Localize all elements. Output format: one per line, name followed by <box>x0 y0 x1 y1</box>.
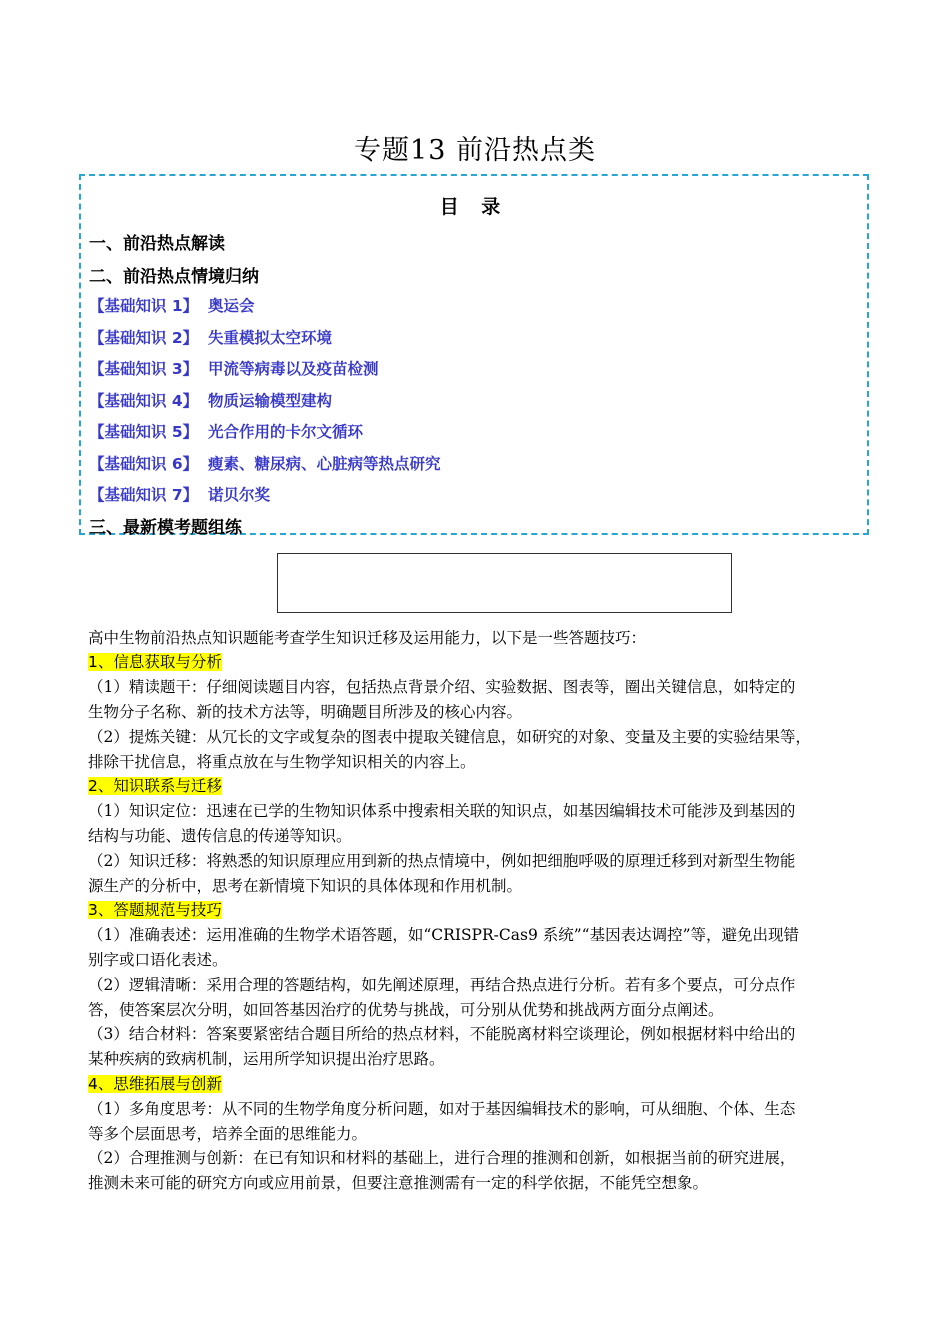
toc-section-1[interactable]: 一、前沿热点解读 <box>89 234 225 254</box>
paragraph-line: （1）多角度思考：从不同的生物学角度分析问题，如对于基因编辑技术的影响，可从细胞、个体、生态 <box>88 1100 796 1118</box>
toc-item-tag: 【基础知识 3】 <box>89 360 199 378</box>
toc-item-tag: 【基础知识 5】 <box>89 423 199 441</box>
paragraph-line: 源生产的分析中，思考在新情境下知识的具体体现和作用机制。 <box>88 877 523 895</box>
section-heading <box>88 774 222 796</box>
intro-paragraph: 高中生物前沿热点知识题能考查学生知识迁移及运用能力，以下是一些答题技巧： <box>88 629 647 647</box>
toc-item-3[interactable] <box>89 357 379 379</box>
section-heading <box>88 898 222 920</box>
paragraph-line: 推测未来可能的研究方向或应用前景，但要注意推测需有一定的科学依据，不能凭空想象。 <box>88 1174 709 1192</box>
paragraph-line: 等多个层面思考，培养全面的思维能力。 <box>88 1125 368 1143</box>
section-heading <box>88 1072 222 1094</box>
toc-item-tag: 【基础知识 2】 <box>89 329 199 347</box>
paragraph-line: 生物分子名称、新的技术方法等，明确题目所涉及的核心内容。 <box>88 703 523 721</box>
section-heading <box>88 650 222 672</box>
toc-item-label: 光合作用的卡尔文循环 <box>208 423 364 441</box>
paragraph-line: （2）知识迁移：将熟悉的知识原理应用到新的热点情境中，例如把细胞呼吸的原理迁移到对新型生物能 <box>88 852 796 870</box>
toc-item-label: 瘦素、糖尿病、心脏病等热点研究 <box>208 455 441 473</box>
toc-item-label: 诺贝尔奖 <box>208 486 271 504</box>
toc-item-2[interactable] <box>89 326 332 348</box>
toc-item-tag: 【基础知识 6】 <box>89 455 199 473</box>
table-of-contents <box>79 174 869 538</box>
paragraph-line: （3）结合材料：答案要紧密结合题目所给的热点材料，不能脱离材料空谈理论，例如根据材料中给出的 <box>88 1025 796 1043</box>
toc-item-1[interactable] <box>89 294 255 316</box>
paragraph-line: （2）合理推测与创新：在已有知识和材料的基础上，进行合理的推测和创新，如根据当前的研究进展， <box>88 1149 796 1167</box>
paragraph-line: （2）逻辑清晰：采用合理的答题结构，如先阐述原理，再结合热点进行分析。若有多个要点，可分点作 <box>88 976 796 994</box>
highlighted-heading: 3、答题规范与技巧 <box>88 901 222 919</box>
toc-item-7[interactable] <box>89 483 270 505</box>
toc-item-4[interactable] <box>89 389 332 411</box>
toc-item-label: 奥运会 <box>208 297 255 315</box>
toc-item-label: 物质运输模型建构 <box>208 392 333 410</box>
toc-item-tag: 【基础知识 1】 <box>89 297 199 315</box>
paragraph-line: 结构与功能、遗传信息的传递等知识。 <box>88 827 352 845</box>
paragraph-line: （1）知识定位：迅速在已学的生物知识体系中搜索相关联的知识点，如基因编辑技术可能涉及到基因的 <box>88 802 796 820</box>
toc-item-tag: 【基础知识 7】 <box>89 486 199 504</box>
toc-section-2[interactable]: 二、前沿热点情境归纳 <box>89 267 259 287</box>
highlighted-heading: 1、信息获取与分析 <box>88 653 222 671</box>
paragraph-line: 别字或口语化表述。 <box>88 951 228 969</box>
highlighted-heading: 4、思维拓展与创新 <box>88 1075 222 1093</box>
highlighted-heading: 2、知识联系与迁移 <box>88 777 222 795</box>
toc-item-label: 甲流等病毒以及疫苗检测 <box>208 360 379 378</box>
paragraph-line: （2）提炼关键：从冗长的文字或复杂的图表中提取关键信息，如研究的对象、变量及主要的实验结果等， <box>88 728 811 746</box>
toc-item-6[interactable] <box>89 452 441 474</box>
toc-item-label: 失重模拟太空环境 <box>208 329 333 347</box>
paragraph-line: （1）准确表述：运用准确的生物学术语答题，如“CRISPR-Cas9 系统”“基因表达调控”等，避免出现错 <box>88 926 800 944</box>
paragraph-line: 排除干扰信息，将重点放在与生物学知识相关的内容上。 <box>88 753 476 771</box>
paragraph-line: 某种疾病的致病机制，运用所学知识提出治疗思路。 <box>88 1050 445 1068</box>
page-title: 专题13 前沿热点类 <box>354 135 596 166</box>
toc-heading: 目 录 <box>439 196 509 218</box>
paragraph-line: （1）精读题干：仔细阅读题目内容，包括热点背景介绍、实验数据、图表等，圈出关键信息，如特定的 <box>88 678 796 696</box>
toc-item-tag: 【基础知识 4】 <box>89 392 199 410</box>
toc-section-3[interactable]: 三、最新模考题组练 <box>89 518 242 538</box>
toc-item-5[interactable] <box>89 420 363 442</box>
paragraph-line: 答，使答案层次分明，如回答基因治疗的优势与挑战，可分别从优势和挑战两方面分点阐述。 <box>88 1001 724 1019</box>
blank-frame <box>277 553 732 613</box>
